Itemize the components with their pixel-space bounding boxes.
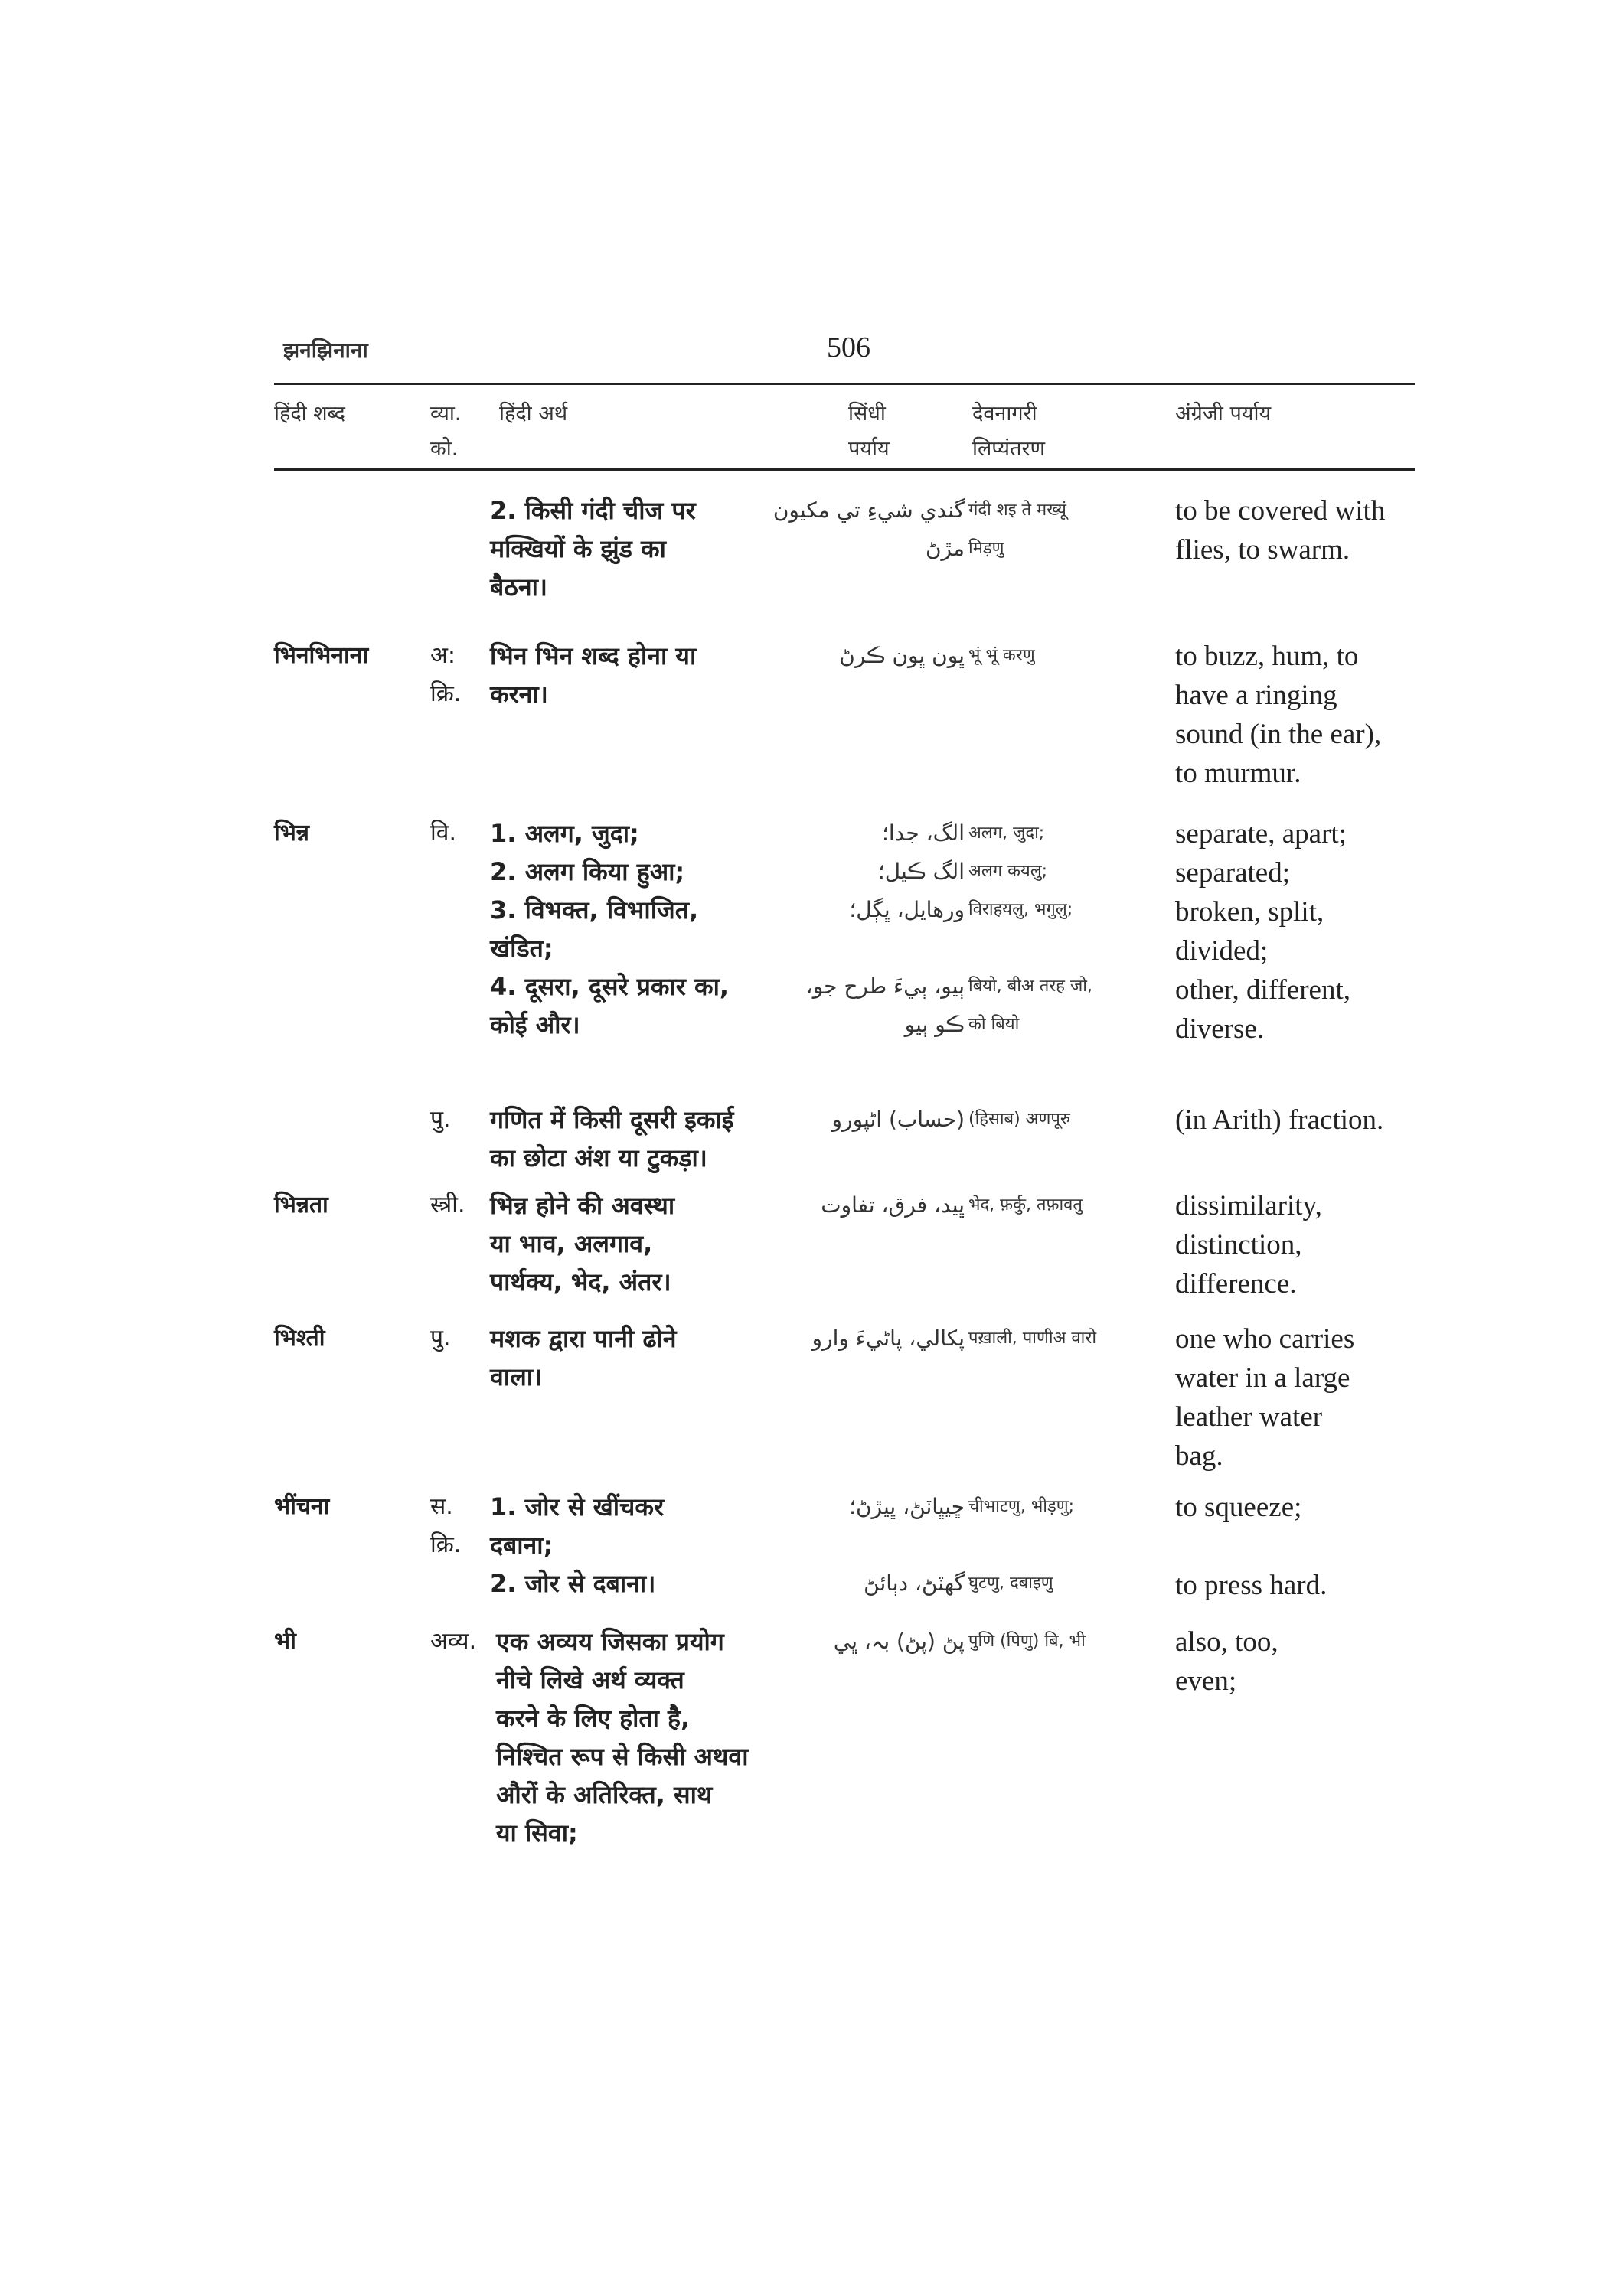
english-line: divided;	[1175, 935, 1269, 967]
hindi-line: 2. जोर से दबाना।	[490, 1569, 656, 1598]
entry-english	[1175, 1319, 1458, 1476]
hindi-line: करना।	[490, 680, 548, 709]
deva-line: गंदी शइ ते मख्यूं	[968, 501, 1066, 520]
hindi-line: 3. विभक्त, विभाजित,	[490, 895, 699, 925]
entry-hindi-meaning	[496, 1623, 787, 1852]
grammar-line: क्रि.	[430, 1531, 462, 1558]
header-rule-top	[274, 383, 1415, 385]
hindi-line: 1. जोर से खींचकर	[490, 1492, 665, 1521]
sindhi-line: گندي شيءِ تي مکيون	[772, 497, 965, 523]
deva-line: पख़ाली, पाणीअ वारो	[968, 1329, 1097, 1348]
deva-line: भूं भूं करणु	[968, 646, 1035, 665]
hindi-line: या भाव, अलगाव,	[490, 1229, 653, 1258]
hindi-line: भिन भिन शब्द होना या	[490, 641, 697, 670]
deva-line	[968, 1526, 1167, 1564]
entry-english	[1175, 1186, 1458, 1303]
col-head-sindhi-line2: पर्याय	[848, 437, 890, 461]
col-head-hindi-meaning: हिंदी अर्थ	[499, 402, 568, 426]
entry-english	[1175, 1488, 1458, 1605]
english-line: dissimilarity,	[1175, 1190, 1322, 1221]
col-head-devanagari-line2: लिप्यंतरण	[972, 437, 1046, 461]
entry-grammar	[430, 1623, 491, 1661]
hindi-line: मशक द्वारा पानी ढोने	[490, 1324, 677, 1353]
hindi-line: 4. दूसरा, दूसरे प्रकार का,	[490, 972, 730, 1001]
entry-grammar	[430, 1488, 491, 1564]
sindhi-line: ڇيڀاٽڻ، ڀيڙڻ؛	[849, 1494, 965, 1519]
entry-devanagari	[968, 1186, 1167, 1225]
sindhi-line: الگ، جدا؛	[882, 820, 965, 846]
entry-grammar	[430, 1186, 491, 1225]
entry-hindi-meaning	[490, 1101, 781, 1177]
deva-line: अलग कयलु;	[968, 862, 1048, 881]
sindhi-line: پڻ (پڻ) بہ، ڀي	[833, 1629, 965, 1654]
entry-grammar	[430, 814, 491, 853]
entry-english	[1175, 814, 1458, 1049]
header-rule-bottom	[274, 468, 1415, 471]
hindi-line: 2. किसी गंदी चीज पर	[490, 496, 696, 525]
english-line: sound (in the ear),	[1175, 719, 1382, 750]
english-line: bag.	[1175, 1440, 1223, 1472]
english-line: broken, split,	[1175, 896, 1324, 928]
entry-devanagari	[968, 637, 1167, 675]
entry-devanagari	[968, 491, 1167, 568]
english-line: to be covered with	[1175, 495, 1386, 527]
sindhi-line: الگ ڪيل؛	[877, 859, 965, 884]
col-head-hindi-word: हिंदी शब्द	[274, 402, 345, 426]
deva-line: को बियो	[968, 1015, 1020, 1034]
deva-line: पुणि (पिणु) बि, भी	[968, 1632, 1086, 1651]
entry-sindhi	[758, 1186, 965, 1225]
english-line: to murmur.	[1175, 758, 1301, 789]
english-line: have a ringing	[1175, 680, 1337, 711]
entry-headword: भी	[274, 1628, 296, 1655]
hindi-line: गणित में किसी दूसरी इकाई	[490, 1105, 734, 1134]
entry-headword: भिनभिनाना	[274, 642, 369, 669]
hindi-line: औरों के अतिरिक्त, साथ	[496, 1780, 713, 1809]
entry-english	[1175, 491, 1458, 569]
entry-hindi-meaning	[490, 1186, 781, 1301]
deva-line: मिड़णु	[968, 539, 1004, 558]
entry-sindhi	[758, 1623, 965, 1661]
deva-line: घुटणु, दबाइणु	[968, 1574, 1053, 1593]
deva-line: अलग, जुदा;	[968, 823, 1045, 843]
english-line: diverse.	[1175, 1013, 1265, 1045]
hindi-line: पार्थक्य, भेद, अंतर।	[490, 1267, 671, 1296]
hindi-line: 1. अलग, जुदा;	[490, 819, 639, 848]
hindi-line: बैठना।	[490, 572, 548, 602]
entry-sindhi	[758, 814, 965, 1044]
hindi-line: एक अव्यय जिसका प्रयोग	[496, 1627, 724, 1656]
page-number: 506	[827, 331, 870, 364]
english-line	[1175, 1527, 1458, 1566]
grammar-line: पु.	[430, 1325, 451, 1352]
english-line: difference.	[1175, 1268, 1297, 1300]
sindhi-line: (حساب) اڻپورو	[831, 1107, 965, 1132]
english-line: separate, apart;	[1175, 818, 1347, 850]
sindhi-line: ڀون ڀون ڪرڻ	[839, 643, 965, 668]
entry-grammar	[430, 1101, 491, 1139]
grammar-line: अ:	[430, 642, 456, 669]
entry-headword: भिन्नता	[274, 1192, 328, 1218]
entry-grammar	[430, 637, 491, 713]
entry-grammar	[430, 1319, 491, 1358]
hindi-line: करने के लिए होता है,	[496, 1704, 691, 1733]
deva-line: चीभाटणु, भीड़णु;	[968, 1497, 1075, 1516]
entry-headword: भींचना	[274, 1493, 330, 1520]
entry-sindhi	[758, 1101, 965, 1139]
sindhi-line: ورهايل، ڀڳل؛	[849, 897, 965, 922]
hindi-line: 2. अलग किया हुआ;	[490, 857, 685, 886]
hindi-line: वाला।	[490, 1362, 543, 1391]
english-line: distinction,	[1175, 1229, 1302, 1261]
entry-headword: भिश्ती	[274, 1325, 325, 1352]
running-head: झनझिनाना	[283, 338, 368, 363]
deva-line: बियो, बीअ तरह जो,	[968, 977, 1092, 996]
entry-english	[1175, 637, 1458, 793]
sindhi-line	[758, 1526, 965, 1564]
grammar-line: क्रि.	[430, 680, 462, 707]
entry-hindi-meaning	[490, 1319, 781, 1396]
sindhi-line: ٻيو، ٻيءَ طرح جو،	[805, 974, 965, 999]
english-line: (in Arith) fraction.	[1175, 1104, 1384, 1136]
hindi-line: निश्चित रूप से किसी अथवा	[496, 1742, 749, 1771]
entry-hindi-meaning	[490, 1488, 781, 1603]
sindhi-line: ڀيد، فرق، تفاوت	[821, 1192, 965, 1218]
col-head-grammar-line1: व्या.	[430, 402, 462, 426]
english-line: separated;	[1175, 857, 1290, 889]
sindhi-line: گهٽڻ، دٻائڻ	[864, 1570, 965, 1596]
hindi-line: का छोटा अंश या टुकड़ा।	[490, 1143, 707, 1172]
entry-hindi-meaning	[490, 491, 781, 606]
sindhi-line: پکالي، پاڻيءَ وارو	[812, 1326, 965, 1351]
grammar-line: स्त्री.	[430, 1192, 465, 1218]
entry-english	[1175, 1623, 1458, 1701]
hindi-line: भिन्न होने की अवस्था	[490, 1191, 675, 1220]
grammar-line: पु.	[430, 1106, 451, 1133]
deva-line: विराहयलु, भगुलु;	[968, 900, 1073, 919]
hindi-line: या सिवा;	[496, 1818, 578, 1848]
col-head-grammar	[430, 396, 461, 467]
col-head-sindhi-line1: सिंधी	[848, 402, 886, 426]
english-line: to buzz, hum, to	[1175, 641, 1359, 672]
col-head-english: अंग्रेजी पर्याय	[1175, 402, 1272, 426]
hindi-line: दबाना;	[490, 1531, 554, 1560]
english-line: even;	[1175, 1665, 1237, 1697]
english-line: to press hard.	[1175, 1570, 1327, 1601]
col-head-grammar-line2: को.	[430, 437, 459, 461]
col-head-devanagari	[972, 396, 1045, 467]
entry-english	[1175, 1101, 1458, 1140]
deva-line: (हिसाब) अणपूरु	[968, 1110, 1071, 1129]
hindi-line: मक्खियों के झुंड का	[490, 534, 666, 563]
grammar-line: वि.	[430, 820, 456, 846]
hindi-line: खंडित;	[490, 934, 554, 963]
grammar-line: स.	[430, 1493, 453, 1520]
entry-devanagari	[968, 1101, 1167, 1139]
hindi-line: कोई और।	[490, 1010, 580, 1039]
english-line: water in a large	[1175, 1362, 1350, 1394]
deva-line: भेद, फ़र्कु, तफ़ावतु	[968, 1195, 1083, 1215]
hindi-line: नीचे लिखे अर्थ व्यक्त	[496, 1665, 684, 1694]
entry-sindhi	[758, 1319, 965, 1358]
english-line: to squeeze;	[1175, 1492, 1302, 1523]
entry-sindhi	[758, 637, 965, 675]
entry-hindi-meaning	[490, 637, 781, 713]
sindhi-line: مڙڻ	[925, 536, 965, 561]
entry-sindhi	[758, 491, 965, 568]
col-head-sindhi	[848, 396, 890, 467]
entry-devanagari	[968, 1623, 1167, 1661]
col-head-devanagari-line1: देवनागरी	[972, 402, 1037, 426]
entry-sindhi	[758, 1488, 965, 1603]
sindhi-line: ڪو ٻيو	[904, 1012, 965, 1037]
english-line: also, too,	[1175, 1626, 1278, 1658]
entry-devanagari	[968, 1488, 1167, 1603]
english-line: flies, to swarm.	[1175, 534, 1350, 566]
entry-devanagari	[968, 814, 1167, 1044]
english-line: one who carries	[1175, 1323, 1355, 1355]
entry-devanagari	[968, 1319, 1167, 1358]
entry-headword: भिन्न	[274, 820, 309, 846]
entry-hindi-meaning	[490, 814, 781, 1044]
grammar-line: अव्य.	[430, 1628, 477, 1655]
english-line: leather water	[1175, 1401, 1323, 1433]
english-line: other, different,	[1175, 974, 1350, 1006]
